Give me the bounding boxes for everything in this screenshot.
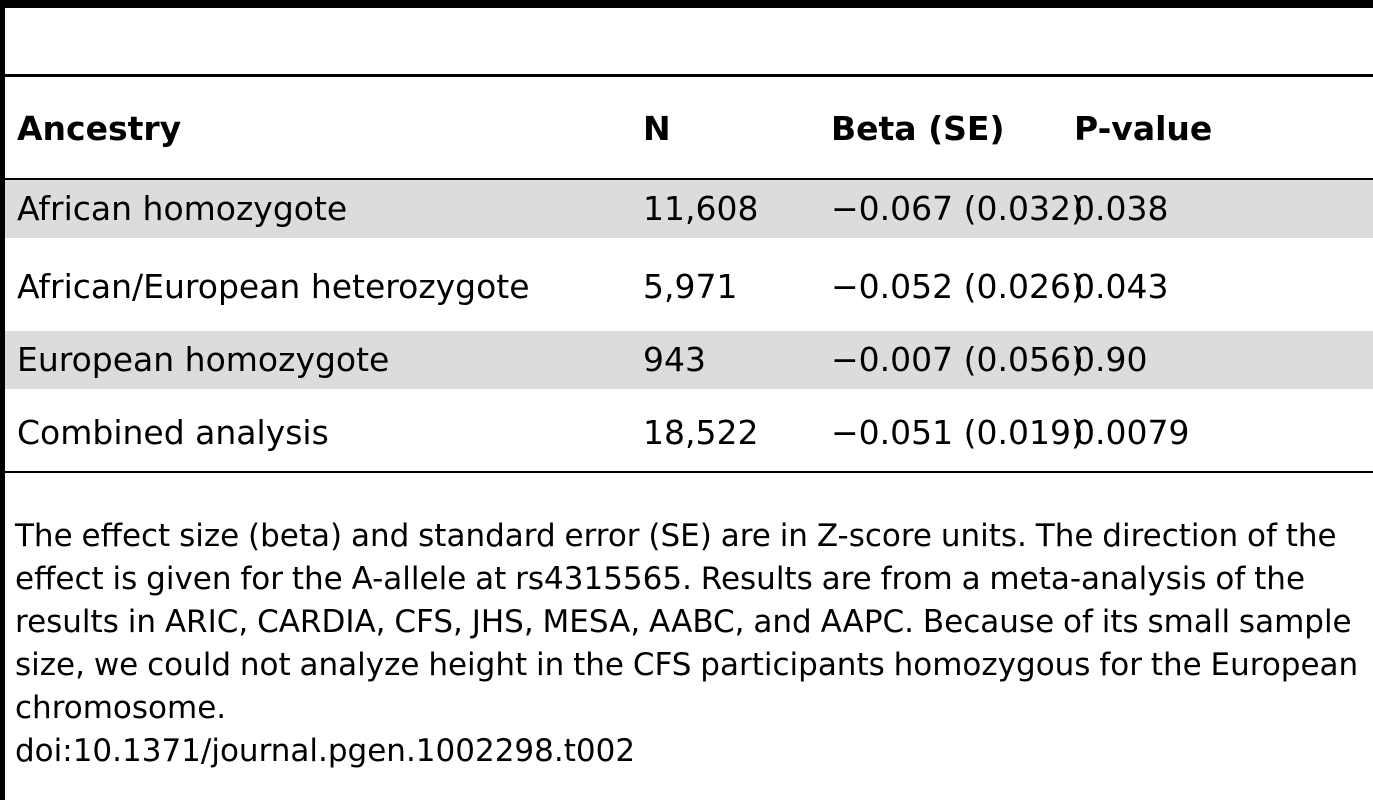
table-top-rule [5,0,1373,8]
table-row [5,180,1373,238]
cell-n: 943 [643,340,706,379]
cell-ancestry: European homozygote [17,340,390,379]
table-header-row [5,100,1373,158]
cell-beta-se: −0.007 (0.056) [831,340,1084,379]
cell-n: 11,608 [643,189,759,228]
cell-p-value: 0.038 [1074,189,1169,228]
table-row [5,258,1373,316]
column-header-p-value: P-value [1074,109,1213,148]
footnote-text: The effect size (beta) and standard error (SE) are in Z-score units. The direction of the effect is given for the A-allele at rs4315565. Results are from a meta-analysis of the results in ARIC, CARDIA, CFS, JHS, MESA, AABC, and AAPC. Because of its small sample size, we could not analyze height in the CFS participants homozygous for the European chromosome. [15,518,1359,726]
table-head-rule [5,74,1373,77]
table-row [5,404,1373,462]
cell-ancestry: African homozygote [17,189,348,228]
cell-beta-se: −0.067 (0.032) [831,189,1084,228]
cell-p-value: 0.043 [1074,267,1169,306]
cell-n: 5,971 [643,267,738,306]
column-header-beta-se: Beta (SE) [831,109,1005,148]
cell-ancestry: Combined analysis [17,413,329,452]
cell-n: 18,522 [643,413,759,452]
footnote-doi: doi:10.1371/journal.pgen.1002298.t002 [15,733,636,769]
cell-p-value: 0.0079 [1074,413,1190,452]
cell-p-value: 0.90 [1074,340,1148,379]
cell-beta-se: −0.051 (0.019) [831,413,1084,452]
column-header-ancestry: Ancestry [17,109,182,148]
table-row [5,331,1373,389]
cell-ancestry: African/European heterozygote [17,267,530,306]
cell-beta-se: −0.052 (0.026) [831,267,1084,306]
table-footnote [15,515,1367,773]
column-header-n: N [643,109,671,148]
table-bottom-rule [5,471,1373,473]
